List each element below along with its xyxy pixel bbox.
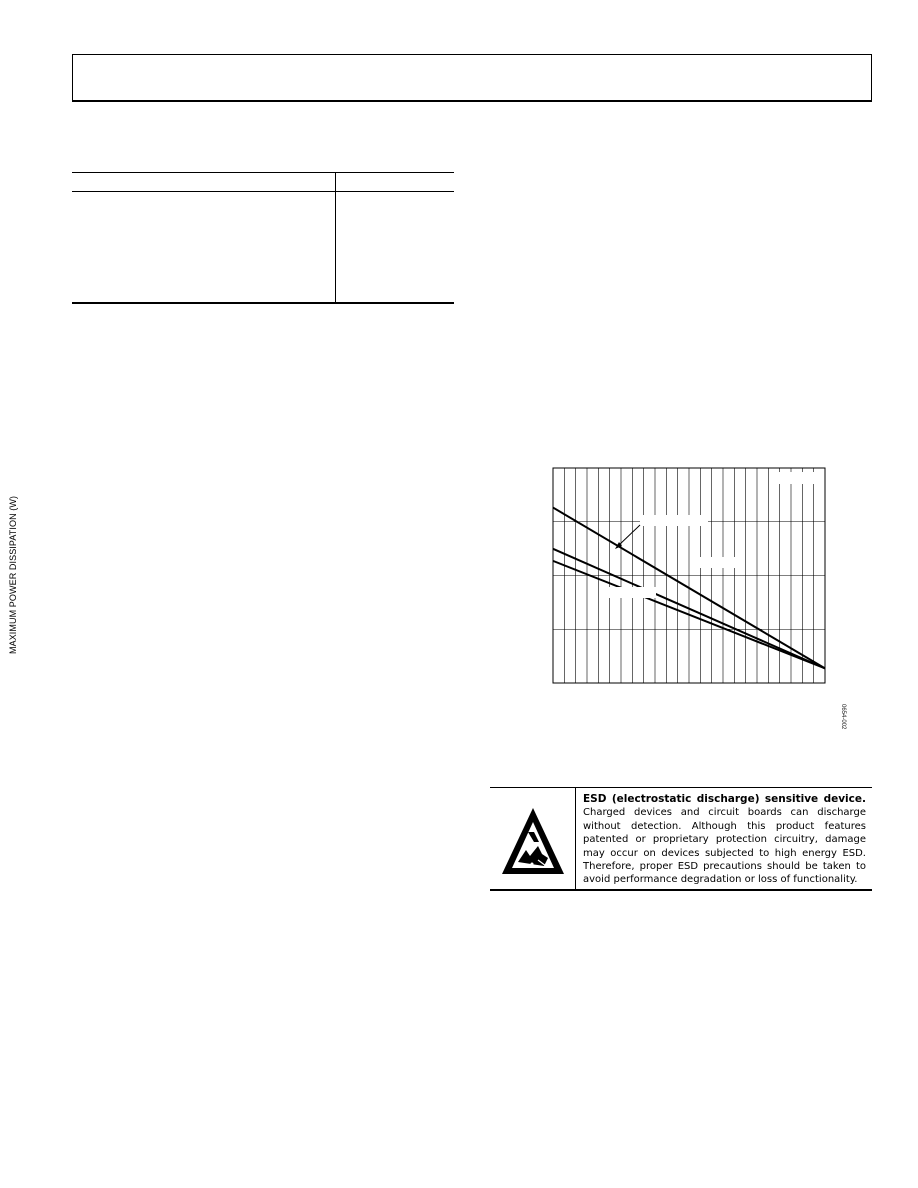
specification-table	[72, 172, 454, 304]
esd-separator	[575, 788, 576, 890]
table-bottom-rule	[72, 302, 454, 304]
esd-hand-icon	[498, 796, 568, 884]
chart-canvas	[510, 460, 850, 720]
figure-code-label: 0654-002	[840, 704, 846, 730]
annotation-label-box-3	[608, 587, 656, 598]
esd-warning-box	[490, 787, 872, 891]
chart-y-axis-label: MAXIMUM POWER DISSIPATION (W)	[8, 495, 18, 654]
legend-box	[778, 472, 816, 484]
esd-title: ESD (electrostatic discharge) sensitive device.	[583, 793, 866, 805]
table-column-separator	[335, 172, 336, 303]
esd-body: Charged devices and circuit boards can discharge without detection. Although this product features patented or proprietary protection circuitry, damage may occur on devices subjected to high energy ESD. Therefore, proper ESD precautions should be taken to avoid performance degradation or loss of functionality.	[583, 807, 866, 886]
table-top-rule	[72, 172, 454, 173]
power-dissipation-chart	[510, 460, 850, 720]
esd-warning-text	[583, 793, 866, 887]
page-header-box	[72, 54, 872, 102]
annotation-label-box-2	[693, 557, 743, 568]
annotation-label-box-1	[640, 515, 708, 526]
table-header-rule	[72, 191, 454, 192]
